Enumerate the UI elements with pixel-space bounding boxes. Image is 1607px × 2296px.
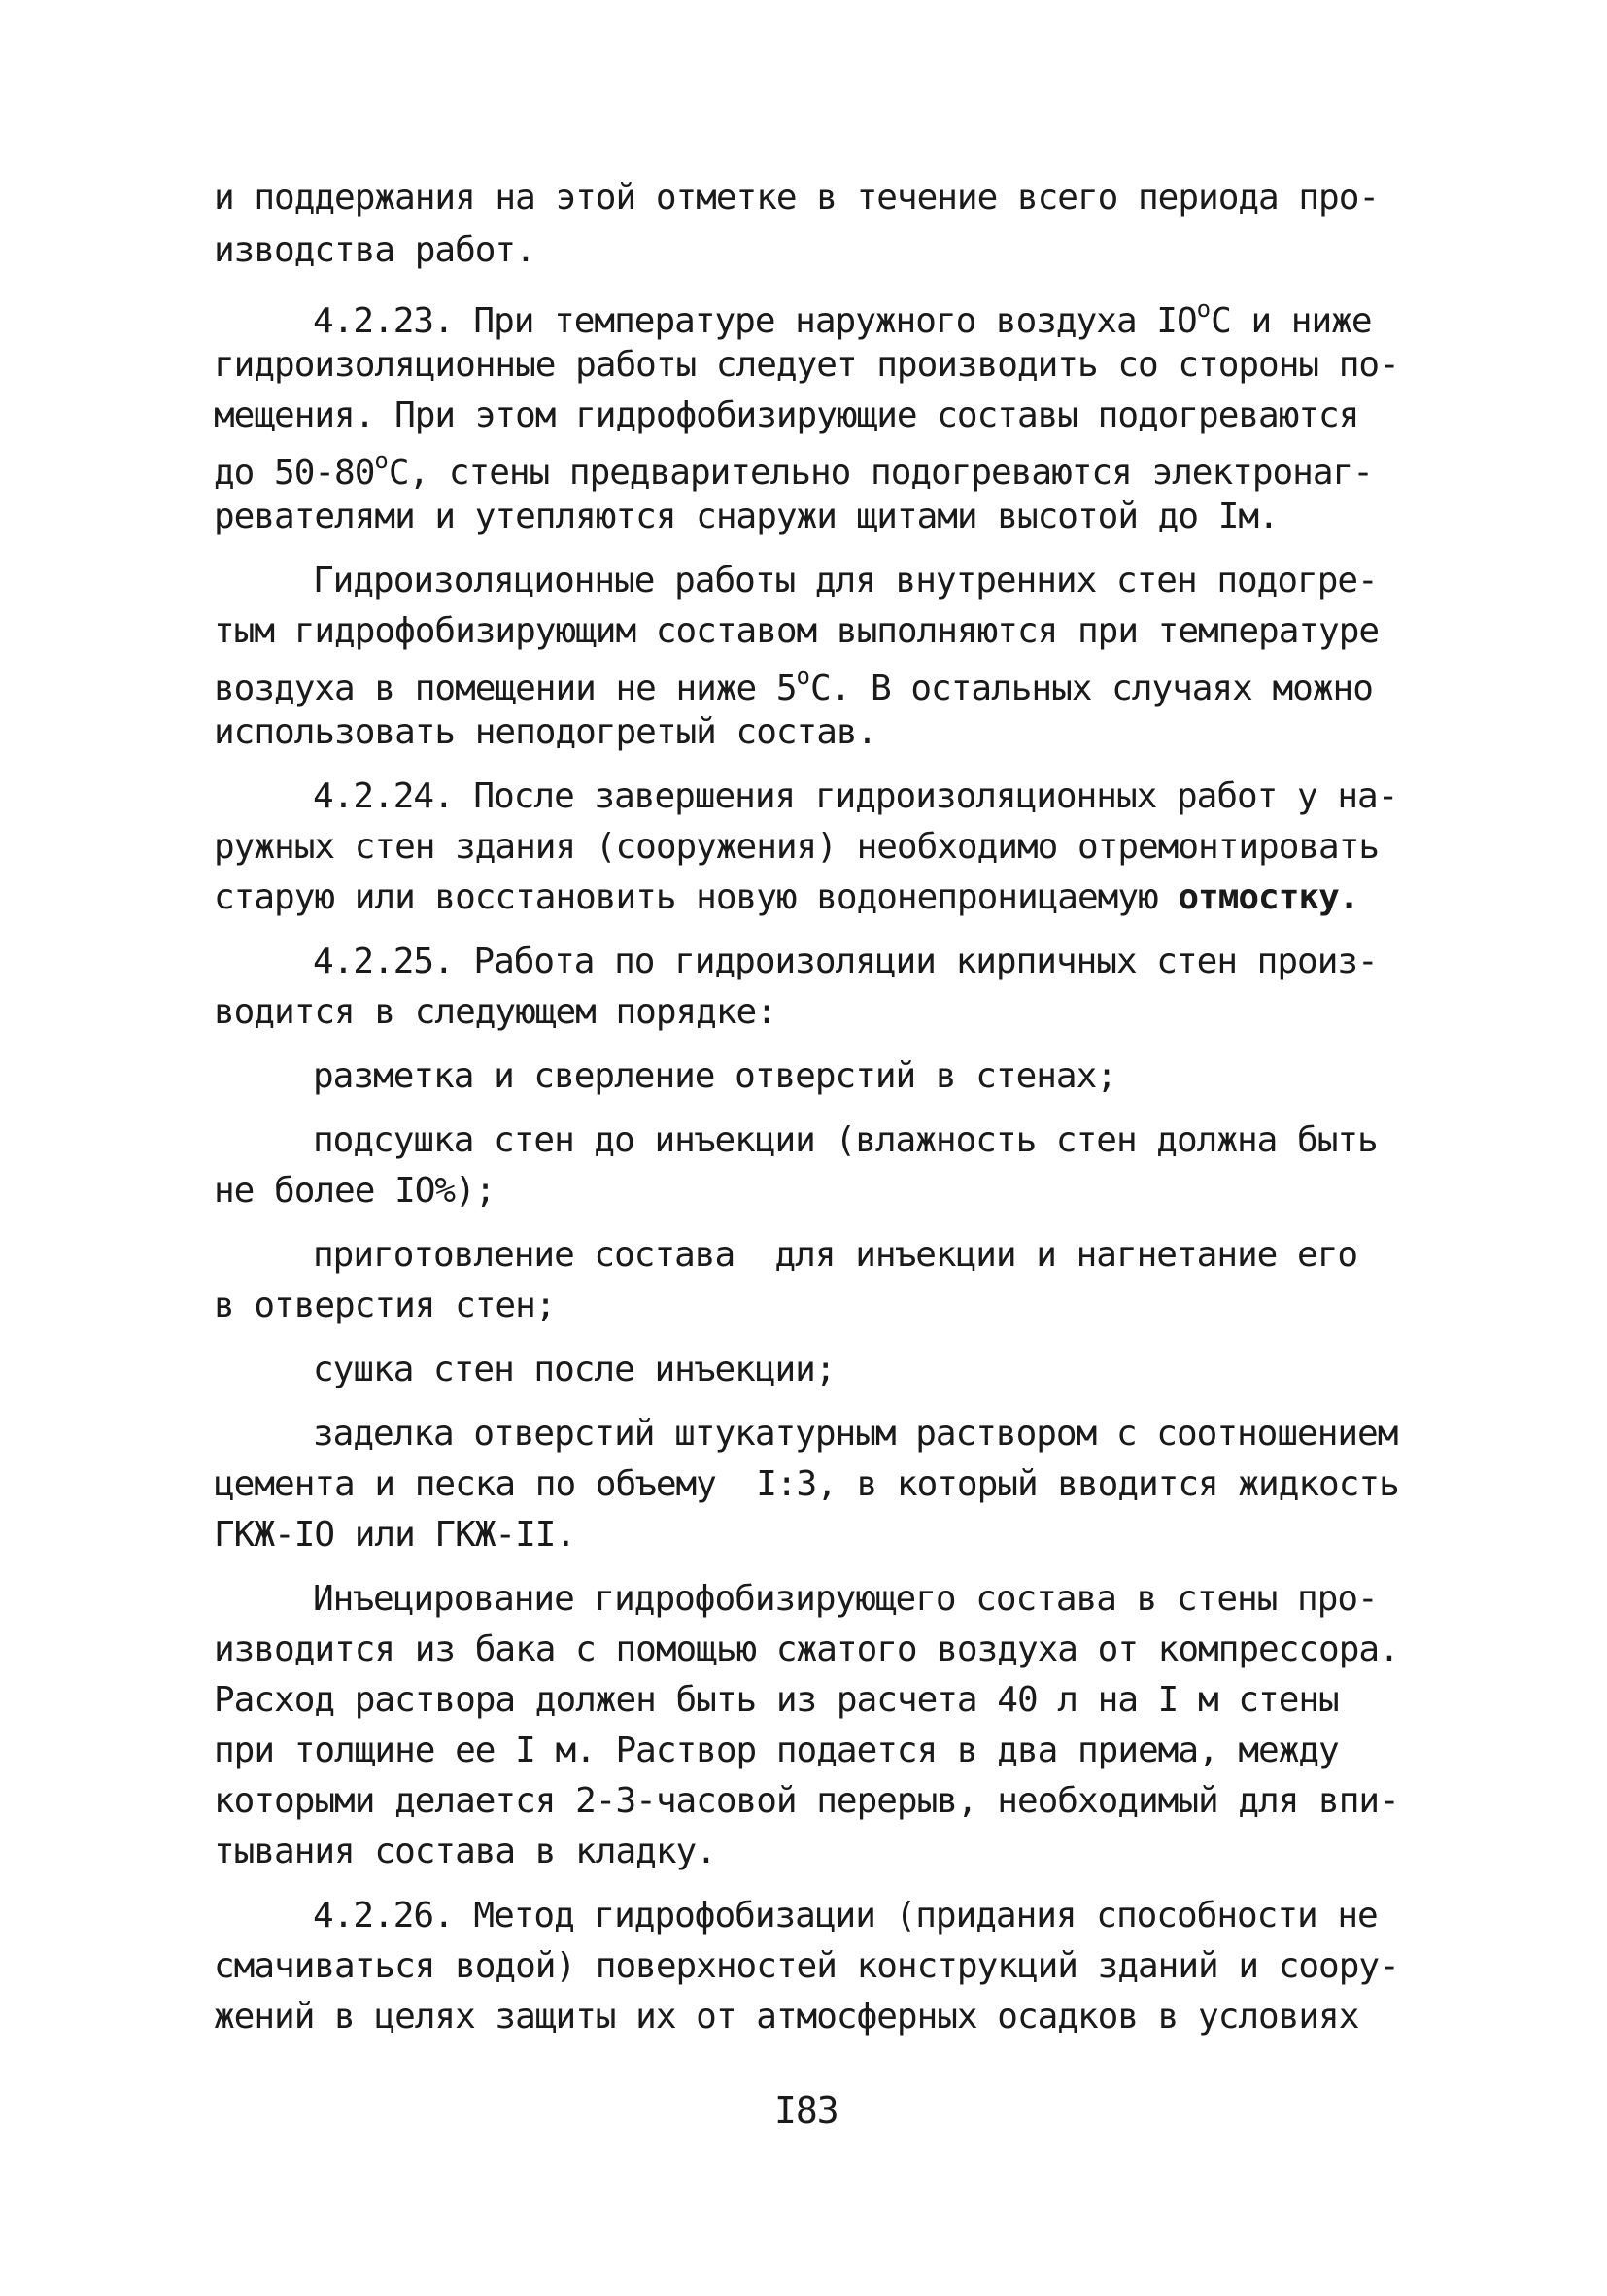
text-fragment: 4.2.23. При температуре наружного воздуха IO — [313, 301, 1197, 341]
text-line: которыми делается 2-3-часовой перерыв, необходимый для впи- — [214, 1781, 1399, 1821]
text-line: ревателями и утепляются снаружи щитами высотой до Iм. — [214, 497, 1279, 536]
text-line — [214, 665, 1373, 706]
text-line: тым гидрофобизирующим составом выполняются при температуре — [214, 611, 1380, 651]
list-item: разметка и сверление отверстий в стенах; — [313, 1056, 1116, 1096]
text-line: изводится из бака с помощью сжатого воздуха от компрессора. — [214, 1629, 1399, 1669]
text-line: не более IO%); — [214, 1171, 496, 1211]
page-number: I83 — [774, 2089, 838, 2132]
text-line: гидроизоляционные работы следует производить со стороны по- — [214, 345, 1399, 385]
degree-superscript: о — [374, 447, 389, 474]
list-item: приготовление состава для инъекции и нагнетание его — [313, 1235, 1358, 1275]
text-fragment: старую или восстановить новую водонепроницаемую — [214, 877, 1158, 917]
list-item: подсушка стен до инъекции (влажность стен должна быть — [313, 1120, 1378, 1160]
text-line — [313, 297, 1372, 339]
text-line: цемента и песка по объему I:3, в который вводится жидкость — [214, 1464, 1399, 1504]
text-line: в отверстия стен; — [214, 1285, 556, 1325]
text-line: смачиваться водой) поверхностей конструкций зданий и соору- — [214, 1946, 1399, 1986]
text-line: использовать неподогретый состав. — [214, 712, 877, 752]
text-fragment: С, стены предварительно подогреваются электронаг- — [388, 453, 1373, 493]
text-fragment: до 50-80 — [214, 453, 375, 493]
text-line: 4.2.25. Работа по гидроизоляции кирпичных стен произ- — [313, 942, 1378, 981]
text-line: Инъецирование гидрофобизирующего состава в стены про- — [313, 1579, 1378, 1619]
list-item: заделка отверстий штукатурным раствором с соотношением — [313, 1414, 1398, 1454]
list-item: сушка стен после инъекции; — [313, 1350, 836, 1389]
emphasized-word: отмостку. — [1178, 877, 1359, 917]
text-line: 4.2.26. Метод гидрофобизации (придания способности не — [313, 1896, 1378, 1936]
text-line: изводства работ. — [214, 230, 535, 270]
degree-superscript: о — [796, 663, 810, 690]
text-line: водится в следующем порядке: — [214, 992, 776, 1032]
text-fragment: С. В остальных случаях можно — [810, 668, 1373, 708]
text-line: 4.2.24. После завершения гидроизоляционных работ у на- — [313, 776, 1398, 816]
text-line: ружных стен здания (сооружения) необходимо отремонтировать — [214, 827, 1380, 867]
degree-superscript: о — [1196, 295, 1212, 323]
text-line: Гидроизоляционные работы для внутренних стен подогре- — [313, 561, 1378, 600]
text-line: мещения. При этом гидрофобизирующие составы подогреваются — [214, 395, 1359, 435]
text-line: ГКЖ-IO или ГКЖ-II. — [214, 1515, 576, 1555]
text-line: Расход раствора должен быть из расчета 40 л на I м стены — [214, 1680, 1339, 1720]
text-line — [214, 877, 1359, 917]
text-line: и поддержания на этой отметке в течение всего периода про- — [214, 178, 1380, 218]
text-line — [214, 449, 1373, 491]
text-fragment: С и ниже — [1211, 301, 1372, 341]
text-line: при толщине ее I м. Раствор подается в два приема, между — [214, 1731, 1339, 1770]
text-line: жений в целях защиты их от атмосферных осадков в условиях — [214, 1997, 1359, 2037]
text-line: тывания состава в кладку. — [214, 1832, 716, 1871]
text-fragment: воздуха в помещении не ниже 5 — [214, 668, 797, 708]
